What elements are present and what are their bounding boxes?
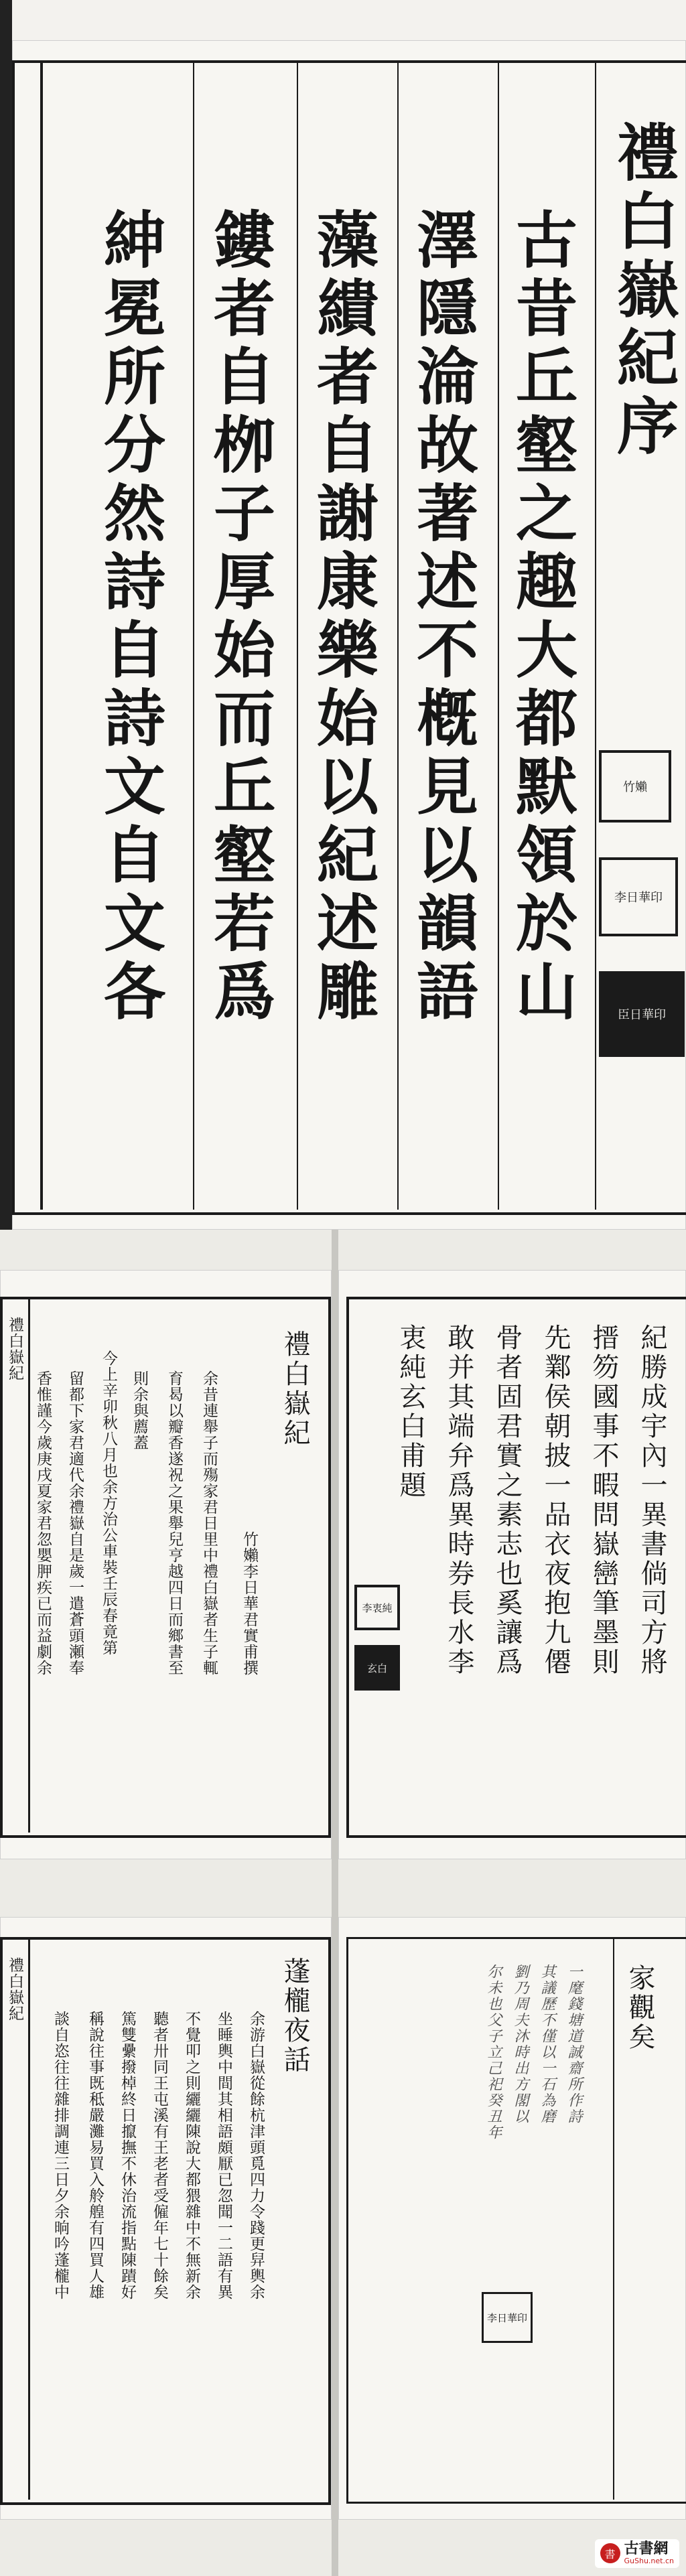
seal-stamp: 李衷純 [354,1585,400,1630]
seal-stamp: 竹嬾 [599,750,671,822]
seal-stamp: 玄白 [354,1645,400,1691]
text-column: 古昔丘壑之趣大都默領於山 [506,208,578,1027]
ending-text: 家觀矣 [624,1964,655,2052]
text-column: 篤雙纍撥棹終日攛撫不休治流指點陳蹟好 [119,2011,136,2300]
seal-stamp: 臣日華印 [599,971,685,1057]
journal-title: 禮白嶽紀 [279,1330,310,1448]
text-column: 先鄴侯朝披一品衣夜抱九僊 [540,1323,571,1677]
text-column: 鏤者自栁子厚始而丘壑若爲 [204,208,276,1027]
column-rule [498,60,499,1210]
author-line: 竹嬾李日華君實甫撰 [241,1531,258,1676]
text-column: 敢并其端弁爲異時券長水李 [443,1323,474,1677]
watermark-url: GuShu.net.cn [624,2556,674,2565]
text-column: 育曷以瓣香遂祝之果舉兒亨越四日而鄉書至 [165,1370,183,1676]
text-column: 稱說往事既秪嚴灘易買入舲艎有四買人雄 [86,2011,104,2300]
text-column: 紳冕所分然詩自詩文自文各 [94,208,166,1027]
watermark-text [624,2542,675,2565]
section-title: 蓬櫳夜話 [279,1957,310,2075]
fold-title: 禮白嶽紀 [6,1957,23,2021]
text-column: 骨者固君實之素志也奚讓爲 [492,1323,523,1677]
seal-stamp: 李日華印 [482,2292,533,2343]
gutter [332,1877,338,2576]
column-rule [297,60,298,1210]
seal-stamp: 李日華印 [599,857,678,936]
text-column: 不覺叩之則纚纚陳說大都猥雜中不無新余 [183,2011,200,2300]
column-rule [613,1937,614,2500]
column-rule [397,60,399,1210]
text-column: 余昔連舉子而殤家君日里中禮白嶽者生子輒 [200,1370,218,1676]
spread-3 [0,1877,686,2576]
gutter [332,1230,338,1877]
preface-title: 禮白嶽紀序 [607,121,679,462]
text-column: 坐睡輿中間其相語頗厭已忽聞一二語有異 [215,2011,232,2300]
binding-edge [0,0,12,1230]
spread-2 [0,1230,686,1877]
text-column: 留都下家君適代余禮嶽自是歲一遣蒼頭瀬奉 [66,1370,84,1676]
fold-title: 禮白嶽紀 [6,1317,23,1381]
text-column: 搢笏國事不暇問嶽巒筆墨則 [588,1323,619,1677]
handwritten-inscription: 其議歷不僅以一石為磨 [539,1964,555,2125]
spread-1 [0,0,686,1230]
site-watermark [595,2539,680,2568]
text-column: 紀勝成宇內一異書倘司方將 [636,1323,667,1677]
page-night-talk [0,1917,332,2520]
column-rule [595,60,596,1210]
book-icon: 書 [600,2543,620,2563]
signature-line: 衷純玄白甫題 [395,1323,426,1500]
text-column: 香惟謹今歲庚戌夏家君忽嬰胛疾已而益劇余 [34,1370,52,1676]
text-column: 余游白嶽從餘杭津頭覓四力令踐更舁輿余 [247,2011,265,2300]
handwritten-inscription: 劉乃周夫沐時出方閣以 [512,1964,529,2125]
text-column: 今上辛卯秋八月也余方治公車裝壬辰春竟第 [100,1350,117,1656]
page-journal-start [0,1270,332,1859]
handwritten-inscription: 一麾錢塘道誠齋所作詩 [565,1964,582,2125]
text-column: 澤隱淪故著述不槪見以韻語 [407,208,479,1027]
page-colophon [338,1917,686,2520]
page-preface [12,40,686,1230]
fold-line [28,1297,30,1833]
fold-line [40,60,43,1210]
handwritten-inscription: 尔未也父子立己祀癸丑年 [485,1964,502,2141]
page-preface-end [338,1270,686,1859]
text-column: 聽者卅同王屯溪有王老者受僱年七十餘矣 [151,2011,168,2300]
watermark-name: 古書網 [624,2540,669,2557]
text-column: 藻繢者自謝康樂始以紀述雕 [307,208,379,1027]
text-column: 則余與薦蓋 [131,1370,148,1451]
text-column: 談自恣往往雜排調連三日夕余晌吟蓬櫳中 [52,2011,69,2300]
fold-line [28,1937,30,2500]
column-rule [193,60,194,1210]
